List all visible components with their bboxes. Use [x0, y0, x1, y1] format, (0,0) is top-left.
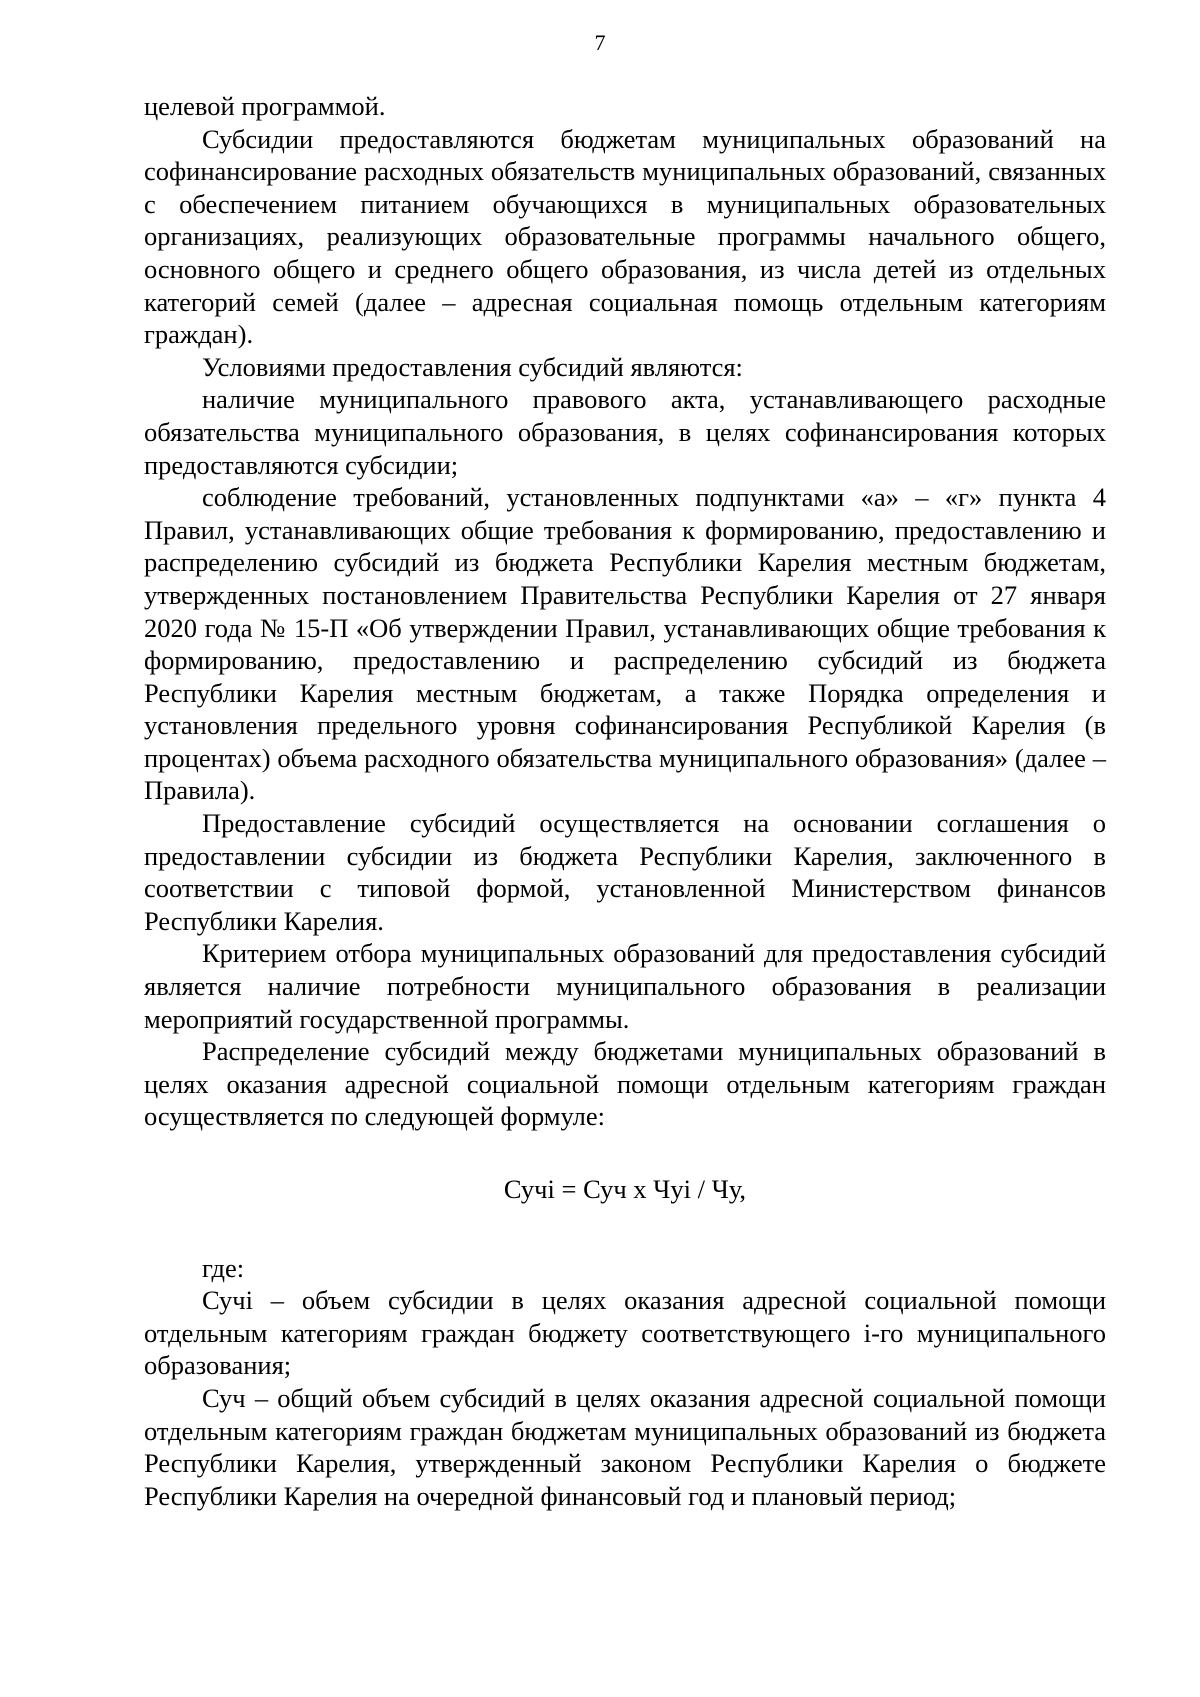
document-body [144, 90, 1106, 1512]
definition-suchi: Сучi – объем субсидии в целях оказания адресной социальной помощи отдельным категориям граждан бюджету соответствующего i-го муниципального образования; [144, 1285, 1106, 1381]
paragraph-distribution-formula-intro: Распределение субсидий между бюджетами муниципальных образований в целях оказания адресной социальной помощи отдельным категориям граждан осуществляется по следующей формуле: [144, 1036, 1106, 1132]
definitions-where: где: [202, 1252, 245, 1283]
page-number: 7 [594, 30, 606, 55]
definition-such: Суч – общий объем субсидий в целях оказания адресной социальной помощи отдельным категориям граждан бюджетам муниципальных образований из бюджета Республики Карелия, утвержденный законом Республики Карелия о бюджете Республики Карелия на очередной финансовый год и плановый период; [144, 1382, 1106, 1511]
paragraph-condition-requirements: соблюдение требований, установленных подпунктами «а» – «г» пункта 4 Правил, устанавливающих общие требования к формированию, предоставлению и распределению субсидий из бюджета Республики Карелия местным бюджетам, утвержденных постановлением Правительства Республики Карелия от 27 января 2020 года № 15-П «Об утверждении Правил, устанавливающих общие требования к формированию, предоставлению и распределению субсидий из бюджета Республики Карелия местным бюджетам, а также Порядка определения и установления предельного уровня софинансирования Республикой Карелия (в процентах) объема расходного обязательства муниципального образования» (далее – Правила). [144, 482, 1106, 806]
paragraph-selection-criterion: Критерием отбора муниципальных образований для предоставления субсидий является наличие потребности муниципального образования в реализации мероприятий государственной программы. [144, 938, 1106, 1034]
paragraph-subsidies-purpose: Субсидии предоставляются бюджетам муниципальных образований на софинансирование расходных обязательств муниципальных образований, связанных с обеспечением питанием обучающихся в муниципальных образовательных организациях, реализующих образовательные программы начального общего, основного общего и среднего общего образования, из числа детей из отдельных категорий семей (далее – адресная социальная помощь отдельным категориям граждан). [144, 123, 1106, 350]
paragraph-continuation: целевой программой. [144, 91, 386, 121]
paragraph-agreement: Предоставление субсидий осуществляется на основании соглашения о предоставлении субсидии из бюджета Республики Карелия, заключенного в соответствии с типовой формой, установленной Министерством финансов Республики Карелия. [144, 808, 1106, 936]
formula: Сучi = Суч х Чуi / Чу, [503, 1174, 747, 1204]
paragraph-conditions-heading: Условиями предоставления субсидий являются: [202, 351, 743, 382]
paragraph-condition-legal-act: наличие муниципального правового акта, устанавливающего расходные обязательства муниципального образования, в целях софинансирования которых предоставляются субсидии; [144, 384, 1106, 480]
